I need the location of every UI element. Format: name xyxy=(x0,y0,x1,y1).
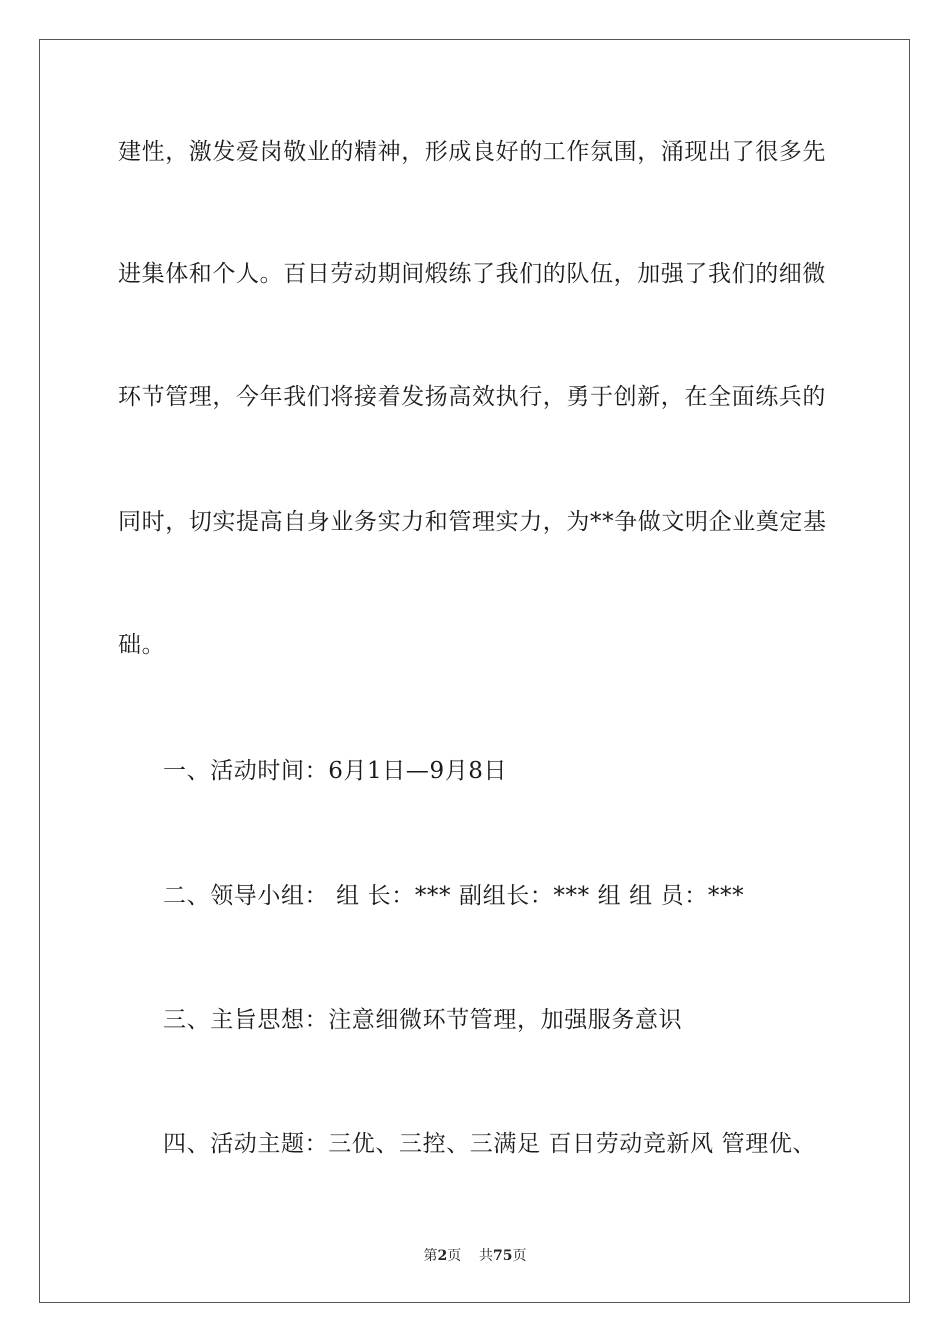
item-leadership-group: 二、领导小组： 组 长：*** 副组长：*** 组 组 员：*** xyxy=(163,883,745,909)
body-line-1: 建性，激发爱岗敬业的精神，形成良好的工作氛围，涌现出了很多先 xyxy=(118,139,826,165)
footer-page-suffix: 页 xyxy=(447,1248,462,1264)
page-footer xyxy=(0,1247,950,1265)
footer-total-suffix: 页 xyxy=(512,1248,527,1264)
footer-total-pages: 75 xyxy=(493,1248,513,1264)
body-line-2: 进集体和个人。百日劳动期间煅练了我们的队伍，加强了我们的细微 xyxy=(118,261,826,287)
body-line-3: 环节管理，今年我们将接着发扬高效执行，勇于创新，在全面练兵的 xyxy=(118,384,826,410)
footer-page-number: 2 xyxy=(437,1248,448,1264)
page-border xyxy=(39,39,910,1303)
footer-total-prefix: 共 xyxy=(479,1248,494,1264)
body-line-4: 同时，切实提高自身业务实力和管理实力，为**争做文明企业奠定基 xyxy=(118,509,827,535)
item-activity-time: 一、活动时间：6月1日—9月8日 xyxy=(163,758,508,784)
item-activity-theme: 四、活动主题：三优、三控、三满足 百日劳动竞新风 管理优、 xyxy=(163,1131,817,1157)
body-line-5: 础。 xyxy=(118,632,166,658)
footer-page-prefix: 第 xyxy=(423,1248,438,1264)
item-main-idea: 三、主旨思想：注意细微环节管理，加强服务意识 xyxy=(163,1007,683,1033)
